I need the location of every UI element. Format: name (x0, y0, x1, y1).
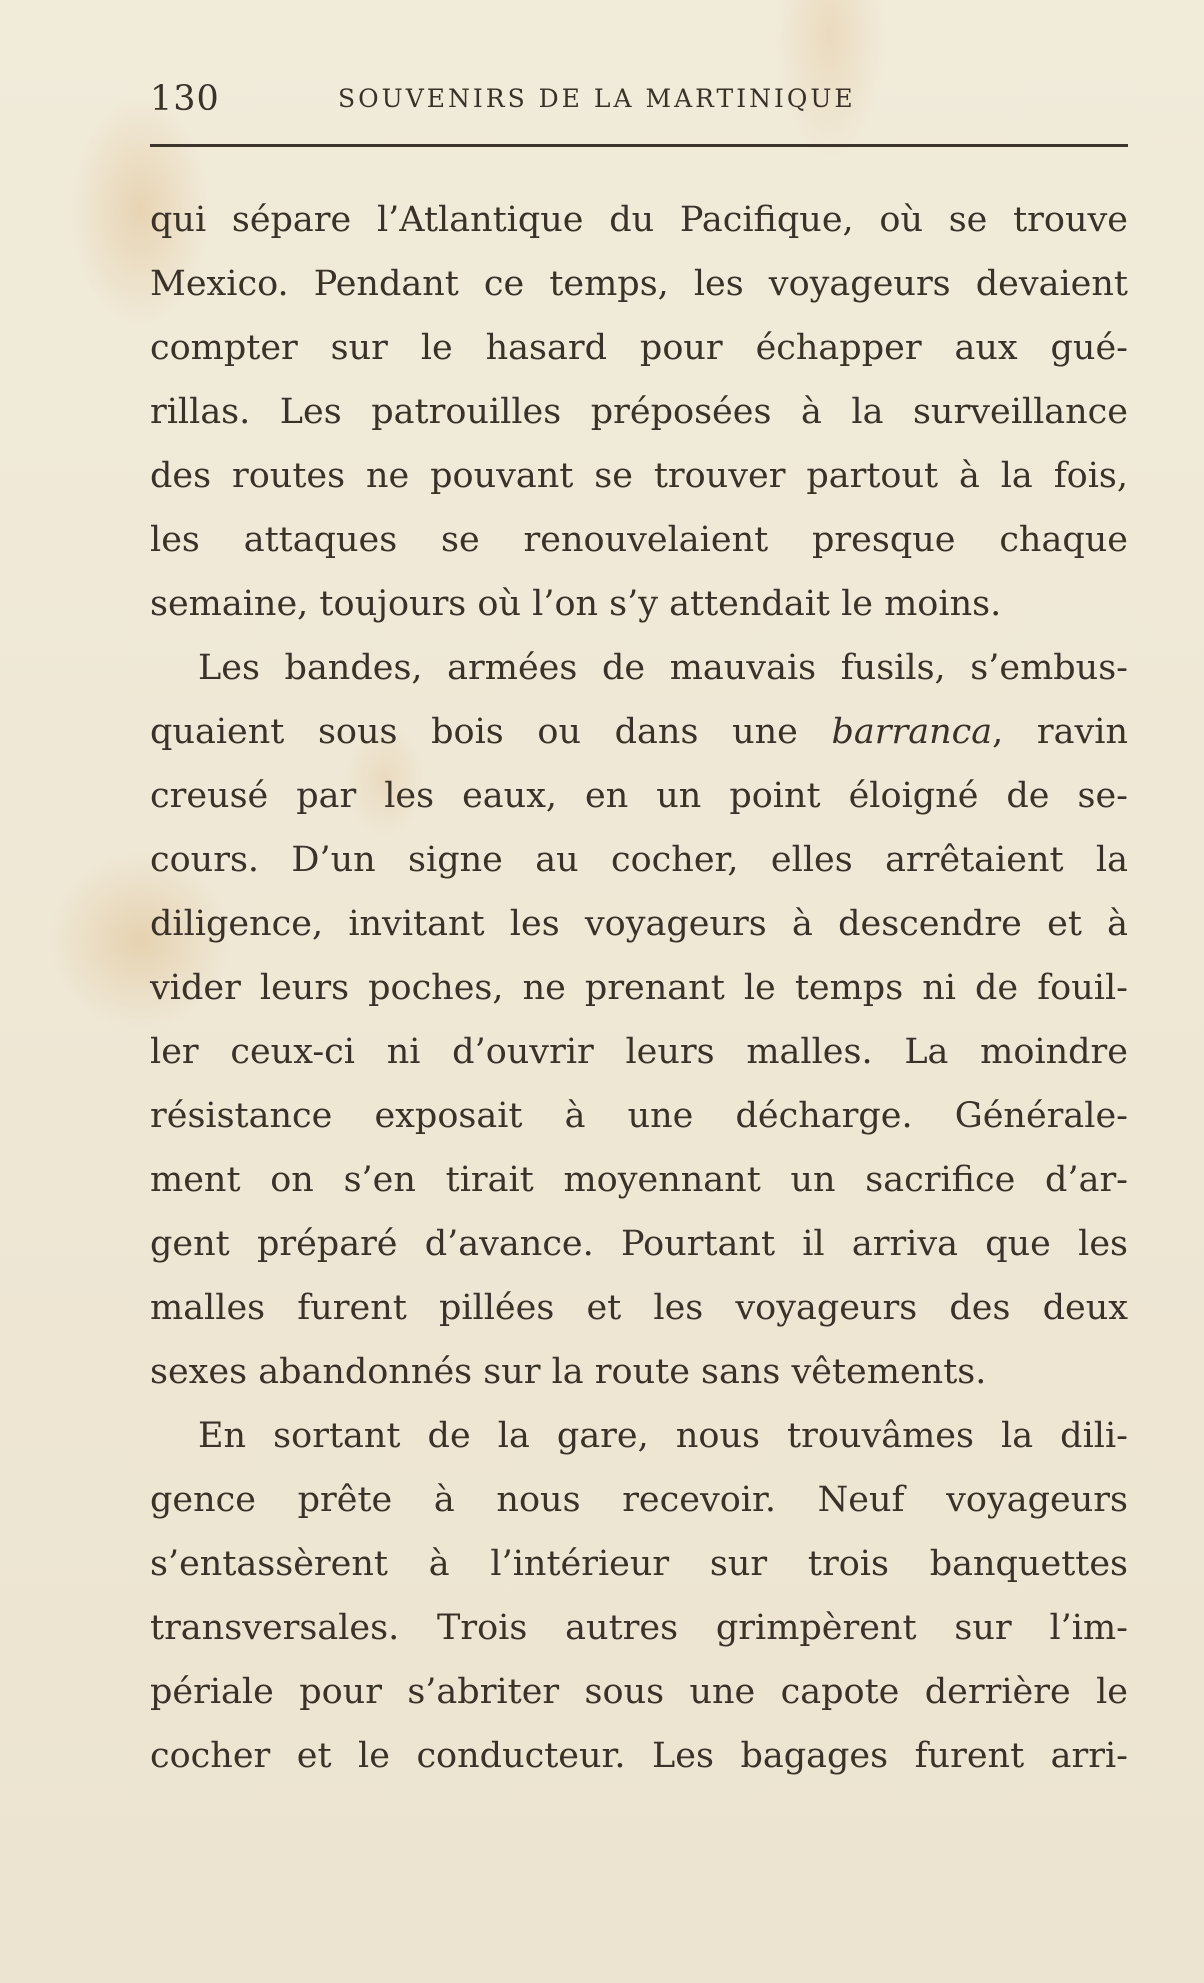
text-line: qui sépare l’Atlantique du Pacifique, où se trouve (150, 200, 1128, 240)
text-line-indent: En sortant de la gare, nous trouvâmes la dili- (198, 1416, 1128, 1456)
text-line: transversales. Trois autres grimpèrent sur l’im- (150, 1608, 1128, 1648)
text-line-indent: Les bandes, armées de mauvais fusils, s’embus- (198, 648, 1128, 688)
text-line: périale pour s’abriter sous une capote derrière le (150, 1672, 1128, 1712)
header-rule (150, 144, 1128, 147)
text-line: malles furent pillées et les voyageurs des deux (150, 1288, 1128, 1328)
text-line: gent préparé d’avance. Pourtant il arriva que les (150, 1224, 1128, 1264)
text-line: ment on s’en tirait moyennant un sacrifice d’ar- (150, 1160, 1128, 1200)
text-line: vider leurs poches, ne prenant le temps ni de fouil- (150, 968, 1128, 1008)
text-line: compter sur le hasard pour échapper aux gué- (150, 328, 1128, 368)
running-title: SOUVENIRS DE LA MARTINIQUE (338, 84, 856, 113)
text-line (150, 700, 1128, 764)
text-line: les attaques se renouvelaient presque chaque (150, 520, 1128, 560)
text-line: ler ceux-ci ni d’ouvrir leurs malles. La moindre (150, 1032, 1128, 1072)
text-line: gence prête à nous recevoir. Neuf voyageurs (150, 1480, 1128, 1520)
page-header (150, 74, 1128, 124)
italic-term: barranca (831, 712, 993, 752)
text-line: diligence, invitant les voyageurs à descendre et à (150, 904, 1128, 944)
text-line: cocher et le conducteur. Les bagages furent arri- (150, 1736, 1128, 1776)
text-line: Mexico. Pendant ce temps, les voyageurs devaient (150, 264, 1128, 304)
body-text (150, 188, 1128, 1788)
text-line: cours. D’un signe au cocher, elles arrêtaient la (150, 840, 1128, 880)
text-line: sexes abandonnés sur la route sans vêtements. (150, 1352, 987, 1392)
text-segment: quaient sous bois ou dans une (150, 712, 832, 752)
text-line: creusé par les eaux, en un point éloigné de se- (150, 776, 1128, 816)
text-line: des routes ne pouvant se trouver partout à la fois, (150, 456, 1128, 496)
text-line: semaine, toujours où l’on s’y attendait le moins. (150, 584, 1002, 624)
text-line: s’entassèrent à l’intérieur sur trois banquettes (150, 1544, 1128, 1584)
text-line: résistance exposait à une décharge. Générale- (150, 1096, 1128, 1136)
text-segment: , ravin (992, 712, 1128, 752)
text-line: rillas. Les patrouilles préposées à la surveillance (150, 392, 1128, 432)
page-number: 130 (150, 79, 220, 119)
